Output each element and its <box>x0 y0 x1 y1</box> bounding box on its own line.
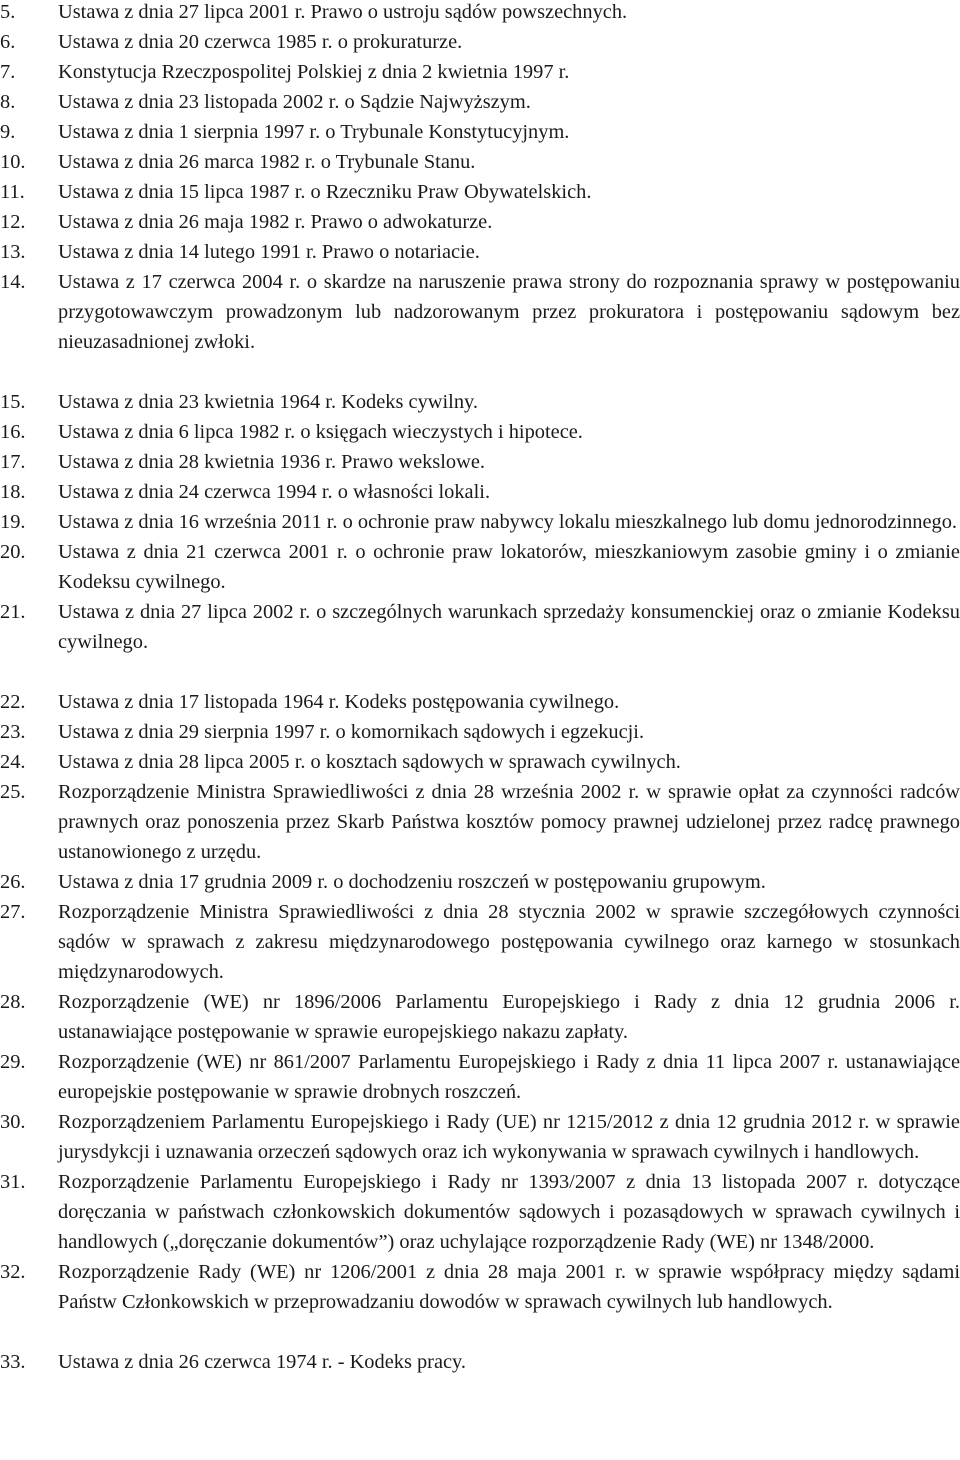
list-item <box>0 147 960 177</box>
item-text: Ustawa z 17 czerwca 2004 r. o skardze na naruszenie prawa strony do rozpoznania sprawy w postępowaniu przygotowawczym prowadzonym lub nadzorowanym przez prokuratora i postępowaniu sądowym bez nieuzasadnionej zwłoki. <box>58 271 960 353</box>
item-text: Ustawa z dnia 24 czerwca 1994 r. o własności lokali. <box>58 481 491 503</box>
list-item <box>0 237 960 267</box>
item-number: 20. <box>0 541 26 563</box>
item-text: Ustawa z dnia 27 lipca 2001 r. Prawo o ustroju sądów powszechnych. <box>58 1 628 23</box>
list-item <box>0 207 960 237</box>
item-number: 28. <box>0 991 26 1013</box>
list-item <box>0 1167 960 1257</box>
list-item <box>0 597 960 657</box>
item-text: Ustawa z dnia 16 września 2011 r. o ochronie praw nabywcy lokalu mieszkalnego lub domu jednorodzinnego. <box>58 511 958 533</box>
list-item <box>0 27 960 57</box>
item-number: 14. <box>0 271 26 293</box>
item-text: Ustawa z dnia 14 lutego 1991 r. Prawo o notariacie. <box>58 241 480 263</box>
item-number: 25. <box>0 781 26 803</box>
item-number: 9. <box>0 121 16 143</box>
item-number: 21. <box>0 601 26 623</box>
item-text: Ustawa z dnia 23 listopada 2002 r. o Sądzie Najwyższym. <box>58 91 531 113</box>
item-text: Ustawa z dnia 21 czerwca 2001 r. o ochronie praw lokatorów, mieszkaniowym zasobie gminy i o zmianie Kodeksu cywilnego. <box>58 541 960 593</box>
item-text: Ustawa z dnia 26 czerwca 1974 r. - Kodeks pracy. <box>58 1351 467 1373</box>
item-number: 12. <box>0 211 26 233</box>
list-item <box>0 507 960 537</box>
item-number: 5. <box>0 1 16 23</box>
item-number: 26. <box>0 871 26 893</box>
item-text: Rozporządzeniem Parlamentu Europejskiego i Rady (UE) nr 1215/2012 z dnia 12 grudnia 2012 r. w sprawie jurysdykcji i uznawania orzeczeń sądowych oraz ich wykonywania w sprawach cywilnych i handlowych. <box>58 1111 960 1163</box>
item-text: Ustawa z dnia 28 lipca 2005 r. o kosztach sądowych w sprawach cywilnych. <box>58 751 681 773</box>
item-text: Ustawa z dnia 26 marca 1982 r. o Trybunale Stanu. <box>58 151 476 173</box>
item-text: Ustawa z dnia 17 listopada 1964 r. Kodeks postępowania cywilnego. <box>58 691 620 713</box>
item-text: Ustawa z dnia 6 lipca 1982 r. o księgach wieczystych i hipotece. <box>58 421 583 443</box>
item-number: 10. <box>0 151 26 173</box>
item-text: Ustawa z dnia 26 maja 1982 r. Prawo o adwokaturze. <box>58 211 493 233</box>
list-item <box>0 1347 960 1377</box>
item-text: Ustawa z dnia 20 czerwca 1985 r. o prokuraturze. <box>58 31 463 53</box>
list-item <box>0 777 960 867</box>
item-text: Rozporządzenie (WE) nr 1896/2006 Parlamentu Europejskiego i Rady z dnia 12 grudnia 2006 r. ustanawiające postępowanie w sprawie europejskiego nakazu zapłaty. <box>58 991 960 1043</box>
item-text: Rozporządzenie (WE) nr 861/2007 Parlamentu Europejskiego i Rady z dnia 11 lipca 2007 r. ustanawiające europejskie postępowanie w sprawie drobnych roszczeń. <box>58 1051 960 1103</box>
item-number: 17. <box>0 451 26 473</box>
item-text: Rozporządzenie Rady (WE) nr 1206/2001 z dnia 28 maja 2001 r. w sprawie współpracy między sądami Państw Członkowskich w przeprowadzaniu dowodów w sprawach cywilnych lub handlowych. <box>58 1261 960 1313</box>
item-number: 19. <box>0 511 26 533</box>
list-item <box>0 537 960 597</box>
list-item <box>0 717 960 747</box>
item-text: Ustawa z dnia 27 lipca 2002 r. o szczególnych warunkach sprzedaży konsumenckiej oraz o zmianie Kodeksu cywilnego. <box>58 601 960 653</box>
list-item <box>0 897 960 987</box>
item-text: Rozporządzenie Ministra Sprawiedliwości z dnia 28 stycznia 2002 w sprawie szczegółowych czynności sądów w sprawach z zakresu międzynarodowego postępowania cywilnego oraz karnego w stosunkach międzynarodowych. <box>58 901 960 983</box>
item-number: 7. <box>0 61 16 83</box>
list-item <box>0 987 960 1047</box>
list-item <box>0 267 960 357</box>
item-text: Ustawa z dnia 15 lipca 1987 r. o Rzeczniku Praw Obywatelskich. <box>58 181 592 203</box>
item-text: Rozporządzenie Ministra Sprawiedliwości z dnia 28 września 2002 r. w sprawie opłat za czynności radców prawnych oraz ponoszenia przez Skarb Państwa kosztów pomocy prawnej udzielonej przez radcę prawnego ustanowionego z urzędu. <box>58 781 960 863</box>
item-text: Ustawa z dnia 29 sierpnia 1997 r. o komornikach sądowych i egzekucji. <box>58 721 645 743</box>
item-number: 24. <box>0 751 26 773</box>
item-number: 29. <box>0 1051 26 1073</box>
item-number: 16. <box>0 421 26 443</box>
item-text: Ustawa z dnia 23 kwietnia 1964 r. Kodeks cywilny. <box>58 391 478 413</box>
item-number: 27. <box>0 901 26 923</box>
list-item <box>0 1257 960 1317</box>
list-item <box>0 687 960 717</box>
list-item <box>0 1047 960 1107</box>
list-item <box>0 87 960 117</box>
item-number: 22. <box>0 691 26 713</box>
item-text: Ustawa z dnia 1 sierpnia 1997 r. o Trybunale Konstytucyjnym. <box>58 121 570 143</box>
list-item <box>0 387 960 417</box>
list-item <box>0 417 960 447</box>
item-text: Ustawa z dnia 28 kwietnia 1936 r. Prawo wekslowe. <box>58 451 485 473</box>
item-text: Rozporządzenie Parlamentu Europejskiego i Rady nr 1393/2007 z dnia 13 listopada 2007 r. dotyczące doręczania w państwach członkowskich dokumentów sądowych i pozasądowych w sprawach cywilnych i handlowych („doręczanie dokumentów”) oraz uchylające rozporządzenie Rady (WE) nr 1348/2000. <box>58 1171 960 1253</box>
item-number: 6. <box>0 31 16 53</box>
item-number: 8. <box>0 91 16 113</box>
item-number: 32. <box>0 1261 26 1283</box>
item-number: 30. <box>0 1111 26 1133</box>
list-item <box>0 747 960 777</box>
list-item <box>0 57 960 87</box>
list-item <box>0 447 960 477</box>
list-item <box>0 177 960 207</box>
list-item <box>0 0 960 27</box>
list-item <box>0 867 960 897</box>
item-number: 31. <box>0 1171 26 1193</box>
item-number: 13. <box>0 241 26 263</box>
item-number: 23. <box>0 721 26 743</box>
item-text: Ustawa z dnia 17 grudnia 2009 r. o dochodzeniu roszczeń w postępowaniu grupowym. <box>58 871 766 893</box>
list-item <box>0 1107 960 1167</box>
item-text: Konstytucja Rzeczpospolitej Polskiej z dnia 2 kwietnia 1997 r. <box>58 61 570 83</box>
item-number: 18. <box>0 481 26 503</box>
item-number: 33. <box>0 1351 26 1373</box>
item-number: 11. <box>0 181 25 203</box>
list-item <box>0 477 960 507</box>
item-number: 15. <box>0 391 26 413</box>
list-item <box>0 117 960 147</box>
